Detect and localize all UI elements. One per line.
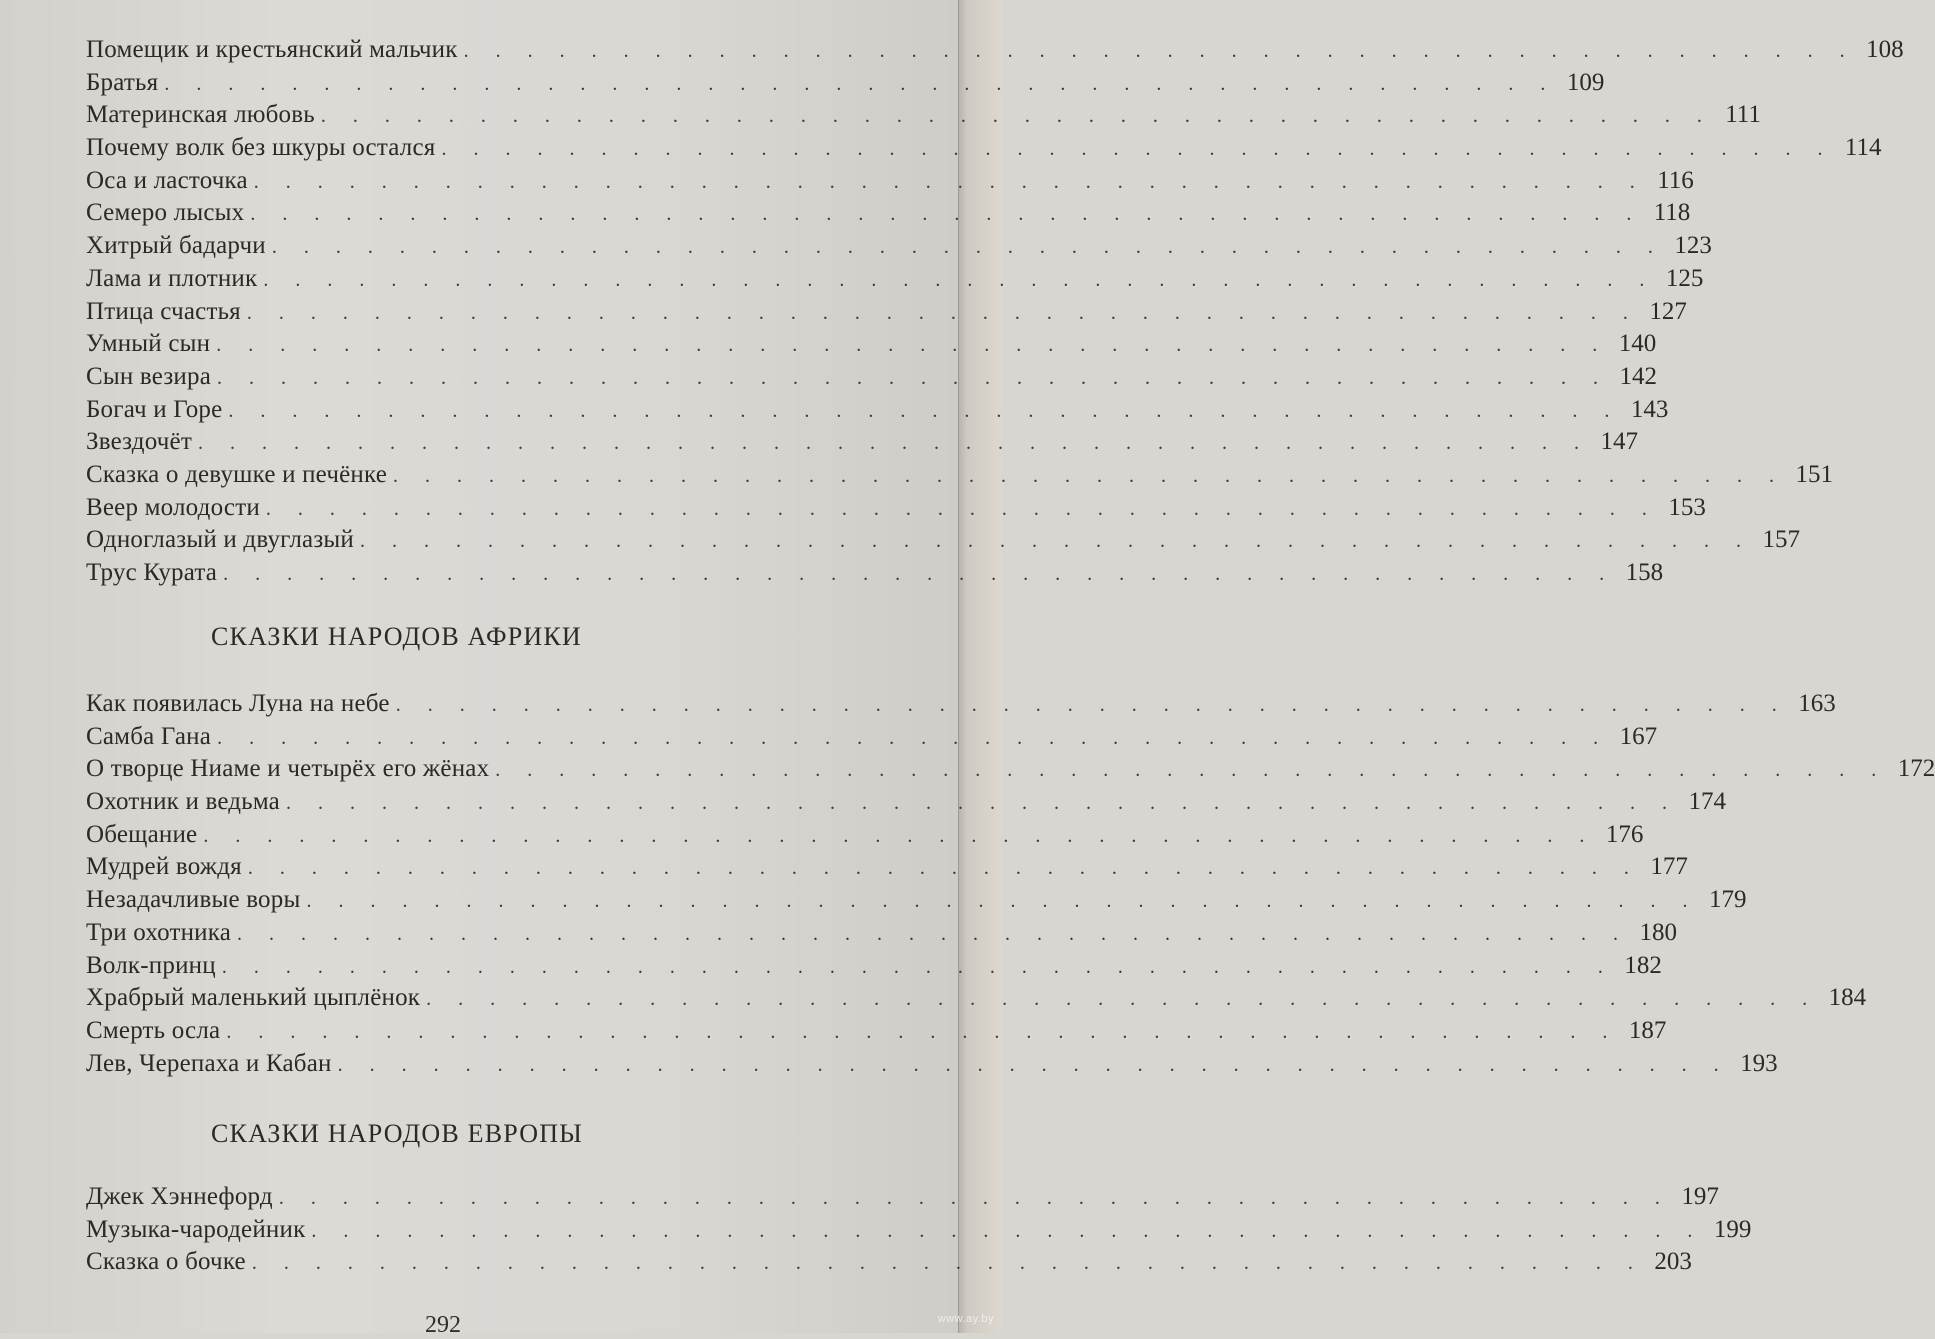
toc-entry-title: Трус Курата xyxy=(86,559,218,586)
toc-entry-title: Джек Хэннефорд xyxy=(86,1183,273,1210)
toc-entry xyxy=(86,950,1662,983)
toc-entry-title: Умный сын xyxy=(86,330,211,358)
toc-entry xyxy=(86,982,1867,1015)
toc-entry-title: О творце Ниаме и четырёх его жёнах xyxy=(86,755,490,783)
toc-entry xyxy=(86,1246,1692,1279)
toc-entry-title: Одноглазый и двуглазый xyxy=(86,526,354,554)
dot-leader: . . . . . . . . . . . . . . . . . . . . . . . . . . . . . . . . . . . . . . . . . . . . xyxy=(320,105,1713,128)
toc-entry xyxy=(86,786,1726,819)
dot-leader: . . . . . . . . . . . . . . . . . . . . . . . . . . . . . . . . . . . . . . . . . . . . xyxy=(246,301,1639,324)
toc-entry xyxy=(86,230,1712,263)
toc-entry-title: Смерть осла xyxy=(86,1016,221,1044)
dot-leader: . . . . . . . . . . . . . . . . . . . . . . . . . . . . . . . . . . . . . . . . . . . . xyxy=(203,824,1596,847)
toc-entry xyxy=(86,132,1882,165)
toc-entry-page: 111 xyxy=(1725,101,1761,129)
dot-leader: . . . . . . . . . . . . . . . . . . . . . . . . . . . . . . . . . . . . . . . . . . . . xyxy=(337,1053,1730,1076)
toc-entry-title: Сын везира xyxy=(86,362,212,390)
toc-entry-title: Сказка о девушке и печёнке xyxy=(86,460,388,488)
toc-entry-page: 114 xyxy=(1844,134,1882,162)
dot-leader: . . . . . . . . . . . . . . . . . . . . . . . . . . . . . . . . . . . . . . . . . . . . xyxy=(217,726,1610,749)
dot-leader: . . . . . . . . . . . . . . . . . . . . . . . . . . . . . . . . . . . . . . . . . . . . xyxy=(441,138,1834,161)
toc-entry-page: 147 xyxy=(1600,428,1638,456)
dot-leader: . . . . . . . . . . . . . . . . . . . . . . . . . . . . . . . . . . . . . . . . . . . . xyxy=(228,399,1621,422)
toc-entry xyxy=(86,165,1694,198)
toc-entry-page: 158 xyxy=(1625,559,1664,586)
toc-entry-title: Храбрый маленький цыплёнок xyxy=(86,984,421,1012)
toc-entry xyxy=(86,426,1638,459)
toc-entry xyxy=(86,328,1657,361)
toc-entry-title: Три охотника xyxy=(86,918,231,946)
toc-entry-page: 172 xyxy=(1897,755,1935,783)
toc-entry-page: 143 xyxy=(1630,395,1669,423)
toc-section-continued xyxy=(86,34,1904,590)
toc-entry-page: 182 xyxy=(1624,951,1662,979)
toc-entry-title: Почему волк без шкуры остался xyxy=(86,134,436,162)
toc-entry xyxy=(86,884,1747,917)
toc-entry xyxy=(86,1015,1667,1048)
toc-entry-title: Лама и плотник xyxy=(86,264,258,292)
toc-entry xyxy=(86,67,1605,100)
dot-leader: . . . . . . . . . . . . . . . . . . . . . . . . . . . . . . . . . . . . . . . . . . . . xyxy=(278,1187,1671,1209)
dot-leader: . . . . . . . . . . . . . . . . . . . . . . . . . . . . . . . . . . . . . . . . . . . . xyxy=(263,268,1656,291)
toc-entry xyxy=(86,557,1664,590)
toc-entry-page: 187 xyxy=(1628,1016,1667,1044)
toc-section-europe xyxy=(86,1181,1752,1279)
dot-leader: . . . . . . . . . . . . . . . . . . . . . . . . . . . . . . . . . . . . . . . . . . . . xyxy=(223,563,1616,585)
toc-entry-title: Братья xyxy=(86,68,159,96)
toc-entry-page: 193 xyxy=(1740,1049,1778,1077)
toc-entry xyxy=(86,819,1644,852)
toc-entry-page: 142 xyxy=(1619,362,1658,390)
watermark: www.ay.by xyxy=(937,1313,994,1325)
toc-entry xyxy=(86,917,1677,950)
section-heading-europe: СКАЗКИ НАРОДОВ ЕВРОПЫ xyxy=(211,1119,584,1148)
dot-leader: . . . . . . . . . . . . . . . . . . . . . . . . . . . . . . . . . . . . . . . . . . . . xyxy=(253,170,1646,193)
toc-entry-page: 118 xyxy=(1653,199,1691,227)
toc-entry-title: Птица счастья xyxy=(86,297,241,325)
toc-entry-page: 116 xyxy=(1657,166,1694,194)
page-number-footer: 292 xyxy=(425,1312,461,1338)
toc-entry-page: 123 xyxy=(1674,232,1712,260)
toc-entry-page: 153 xyxy=(1668,493,1706,521)
dot-leader: . . . . . . . . . . . . . . . . . . . . . . . . . . . . . . . . . . . . . . . . . . . . xyxy=(250,203,1643,226)
section-heading-africa: СКАЗКИ НАРОДОВ АФРИКИ xyxy=(211,622,582,651)
dot-leader: . . . . . . . . . . . . . . . . . . . . . . . . . . . . . . . . . . . . . . . . . . . . xyxy=(395,694,1788,716)
dot-leader: . . . . . . . . . . . . . . . . . . . . . . . . . . . . . . . . . . . . . . . . . . . . xyxy=(311,1219,1704,1242)
toc-entry-page: 127 xyxy=(1649,297,1687,325)
toc-entry xyxy=(86,1214,1752,1247)
toc-entry xyxy=(86,721,1658,754)
dot-leader: . . . . . . . . . . . . . . . . . . . . . . . . . . . . . . . . . . . . . . . . . . . . xyxy=(251,1252,1644,1275)
toc-entry-title: Материнская любовь xyxy=(86,101,315,129)
toc-entry xyxy=(86,34,1904,67)
dot-leader: . . . . . . . . . . . . . . . . . . . . . . . . . . . . . . . . . . . . . . . . . . . . xyxy=(164,72,1557,95)
toc-entry-page: 176 xyxy=(1605,820,1644,848)
toc-entry-page: 174 xyxy=(1688,788,1726,816)
toc-entry-page: 180 xyxy=(1639,918,1677,946)
dot-leader: . . . . . . . . . . . . . . . . . . . . . . . . . . . . . . . . . . . . . . . . . . . . xyxy=(285,792,1678,815)
toc-entry-title: Незадачливые воры xyxy=(86,886,301,914)
toc-entry xyxy=(86,394,1669,427)
toc-entry-title: Лев, Черепаха и Кабан xyxy=(86,1049,332,1077)
toc-entry-title: Хитрый бадарчи xyxy=(86,232,266,260)
toc-entry-page: 167 xyxy=(1619,722,1658,750)
toc-entry-title: Богач и Горе xyxy=(86,395,223,423)
toc-entry-page: 157 xyxy=(1762,526,1800,554)
toc-entry xyxy=(86,753,1935,786)
dot-leader: . . . . . . . . . . . . . . . . . . . . . . . . . . . . . . . . . . . . . . . . . . . . xyxy=(247,857,1640,880)
toc-entry-title: Как появилась Луна на небе xyxy=(86,690,390,717)
toc-entry xyxy=(86,361,1658,394)
dot-leader: . . . . . . . . . . . . . . . . . . . . . . . . . . . . . . . . . . . . . . . . . . . . xyxy=(237,922,1629,945)
toc-entry xyxy=(86,688,1836,721)
toc-entry-title: Волк-принц xyxy=(86,951,216,979)
dot-leader: . . . . . . . . . . . . . . . . . . . . . . . . . . . . . . . . . . . . . . . . . . . . xyxy=(216,334,1609,357)
toc-entry xyxy=(86,263,1704,296)
toc-entry-page: 108 xyxy=(1866,36,1904,63)
toc-entry-title: Охотник и ведьма xyxy=(86,788,280,816)
toc-entry-title: Музыка-чародейник xyxy=(86,1215,306,1243)
dot-leader: . . . . . . . . . . . . . . . . . . . . . . . . . . . . . . . . . . . . . . . . . . . . xyxy=(463,40,1856,62)
dot-leader: . . . . . . . . . . . . . . . . . . . . . . . . . . . . . . . . . . . . . . . . . . . . xyxy=(306,890,1699,913)
toc-entry xyxy=(86,1048,1778,1081)
toc-entry-title: Самба Гана xyxy=(86,722,212,750)
toc-entry-title: Обещание xyxy=(86,820,198,848)
toc-entry-title: Помещик и крестьянский мальчик xyxy=(86,36,458,63)
toc-entry xyxy=(86,296,1687,329)
toc-entry-page: 163 xyxy=(1798,690,1836,717)
dot-leader: . . . . . . . . . . . . . . . . . . . . . . . . . . . . . . . . . . . . . . . . . . . . xyxy=(226,1020,1619,1043)
toc-entry-title: Семеро лысых xyxy=(86,199,245,227)
toc-entry-page: 109 xyxy=(1566,68,1605,96)
dot-leader: . . . . . . . . . . . . . . . . . . . . . . . . . . . . . . . . . . . . . . . . . . . . xyxy=(426,988,1819,1011)
dot-leader: . . . . . . . . . . . . . . . . . . . . . . . . . . . . . . . . . . . . . . . . . . . . xyxy=(221,955,1614,978)
dot-leader: . . . . . . . . . . . . . . . . . . . . . . . . . . . . . . . . . . . . . . . . . . . . xyxy=(393,464,1786,487)
toc-entry xyxy=(86,851,1688,884)
toc-entry xyxy=(86,459,1834,492)
dot-leader: . . . . . . . . . . . . . . . . . . . . . . . . . . . . . . . . . . . . . . . . . . . . xyxy=(271,236,1664,259)
toc-entry-page: 125 xyxy=(1665,264,1704,292)
toc-entry-page: 179 xyxy=(1708,886,1747,914)
toc-entry-title: Сказка о бочке xyxy=(86,1248,246,1276)
toc-entry xyxy=(86,492,1706,525)
toc-entry-title: Веер молодости xyxy=(86,493,260,521)
toc-entry-page: 177 xyxy=(1650,853,1688,881)
toc-entry-page: 184 xyxy=(1828,984,1867,1012)
toc-entry-page: 151 xyxy=(1795,460,1834,488)
toc-entry-title: Мудрей вождя xyxy=(86,853,242,881)
toc-entry-title: Оса и ласточка xyxy=(86,166,248,194)
toc-entry-page: 199 xyxy=(1713,1215,1752,1243)
dot-leader: . . . . . . . . . . . . . . . . . . . . . . . . . . . . . . . . . . . . . . . . . . . . xyxy=(217,366,1610,389)
toc-section-africa xyxy=(86,688,1935,1080)
dot-leader: . . . . . . . . . . . . . . . . . . . . . . . . . . . . . . . . . . . . . . . . . . . . xyxy=(197,432,1590,455)
toc-entry xyxy=(86,197,1691,230)
toc-entry xyxy=(86,524,1800,557)
toc-entry xyxy=(86,99,1761,132)
dot-leader: . . . . . . . . . . . . . . . . . . . . . . . . . . . . . . . . . . . . . . . . . . . . xyxy=(360,530,1752,553)
toc-entry-page: 203 xyxy=(1654,1248,1692,1276)
toc-entry-page: 197 xyxy=(1681,1183,1719,1210)
toc-entry xyxy=(86,1181,1719,1214)
dot-leader: . . . . . . . . . . . . . . . . . . . . . . . . . . . . . . . . . . . . . . . . . . . . xyxy=(265,497,1658,520)
toc-entry-page: 140 xyxy=(1618,330,1657,358)
toc-entry-title: Звездочёт xyxy=(86,428,192,456)
dot-leader: . . . . . . . . . . . . . . . . . . . . . . . . . . . . . . . . . . . . . . . . . . . . xyxy=(495,759,1888,782)
